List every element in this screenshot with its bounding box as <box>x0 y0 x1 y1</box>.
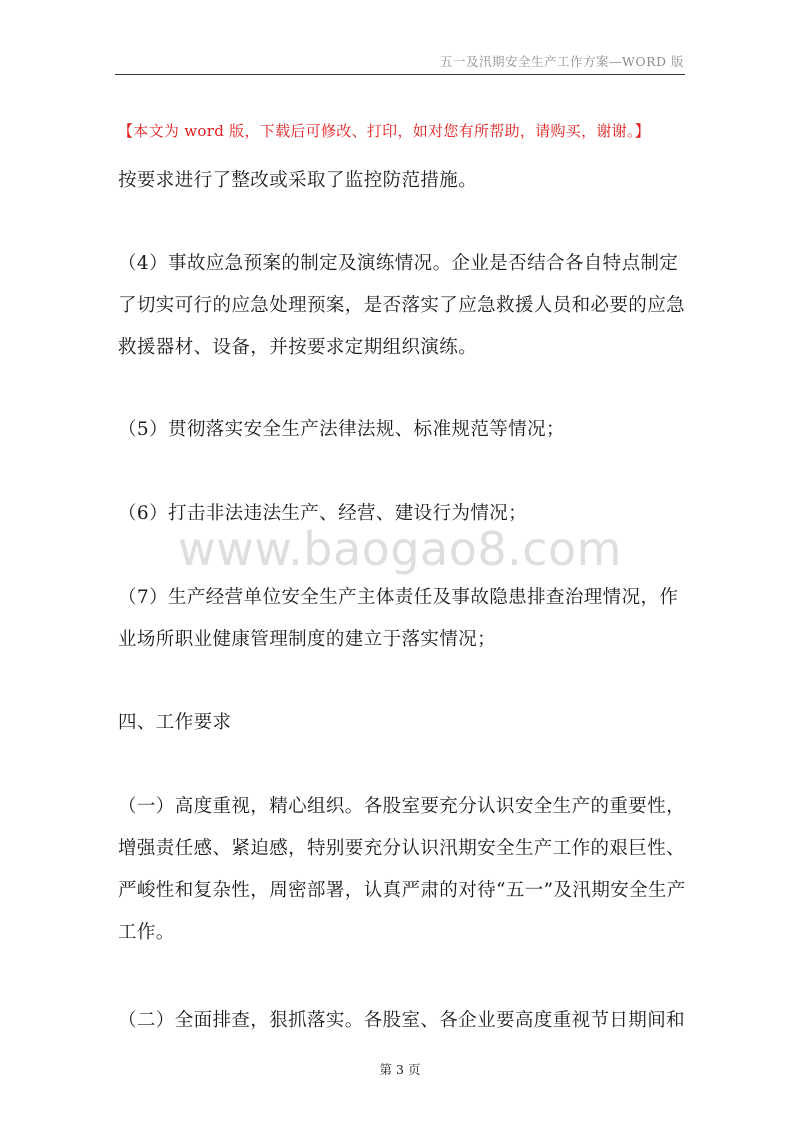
text-line: （5）贯彻落实安全生产法律法规、标准规范等情况； <box>118 419 565 440</box>
text-line: （4）事故应急预案的制定及演练情况。企业是否结合各自特点制定 <box>118 253 679 274</box>
text-line: 严峻性和复杂性，周密部署，认真严肃的对待“五一”及汛期安全生产 <box>118 880 686 901</box>
text-line: 了切实可行的应急处理预案，是否落实了应急救援人员和必要的应急 <box>118 295 686 316</box>
text-line: 业场所职业健康管理制度的建立于落实情况； <box>118 629 497 650</box>
paragraph-item-6 <box>118 493 688 535</box>
paragraph-1 <box>118 160 688 202</box>
text-line: 增强责任感、紧迫感，特别要充分认识汛期安全生产工作的艰巨性、 <box>118 838 686 859</box>
text-line: （6）打击非法违法生产、经营、建设行为情况； <box>118 503 528 524</box>
text-line: （7）生产经营单位安全生产主体责任及事故隐患排查治理情况，作 <box>118 587 679 608</box>
paragraph-item-4 <box>118 243 688 369</box>
purchase-notice: 【本文为 word 版，下载后可修改、打印，如对您有所帮助，请购买，谢谢。】 <box>118 122 651 140</box>
header-divider <box>115 74 685 75</box>
text-line: （二）全面排查，狠抓落实。各股室、各企业要高度重视节日期间和 <box>118 1010 686 1031</box>
section-heading: 四、工作要求 <box>118 712 232 733</box>
text-line: （一）高度重视，精心组织。各股室要充分认识安全生产的重要性， <box>118 796 686 817</box>
paragraph-requirement-1 <box>118 786 688 954</box>
text-line: 救援器材、设备，并按要求定期组织演练。 <box>118 337 478 358</box>
text-line: 按要求进行了整改或采取了监控防范措施。 <box>118 170 478 191</box>
page-number: 第 3 页 <box>379 1062 421 1077</box>
paragraph-item-7 <box>118 577 688 661</box>
paragraph-requirement-2 <box>118 1000 688 1042</box>
watermark: www.baogao8.com <box>178 522 622 576</box>
paragraph-item-5 <box>118 409 688 451</box>
section-heading-work-requirements <box>118 702 688 744</box>
document-header-title: 五一及汛期安全生产工作方案—WORD 版 <box>439 54 684 69</box>
text-line: 工作。 <box>118 922 175 943</box>
